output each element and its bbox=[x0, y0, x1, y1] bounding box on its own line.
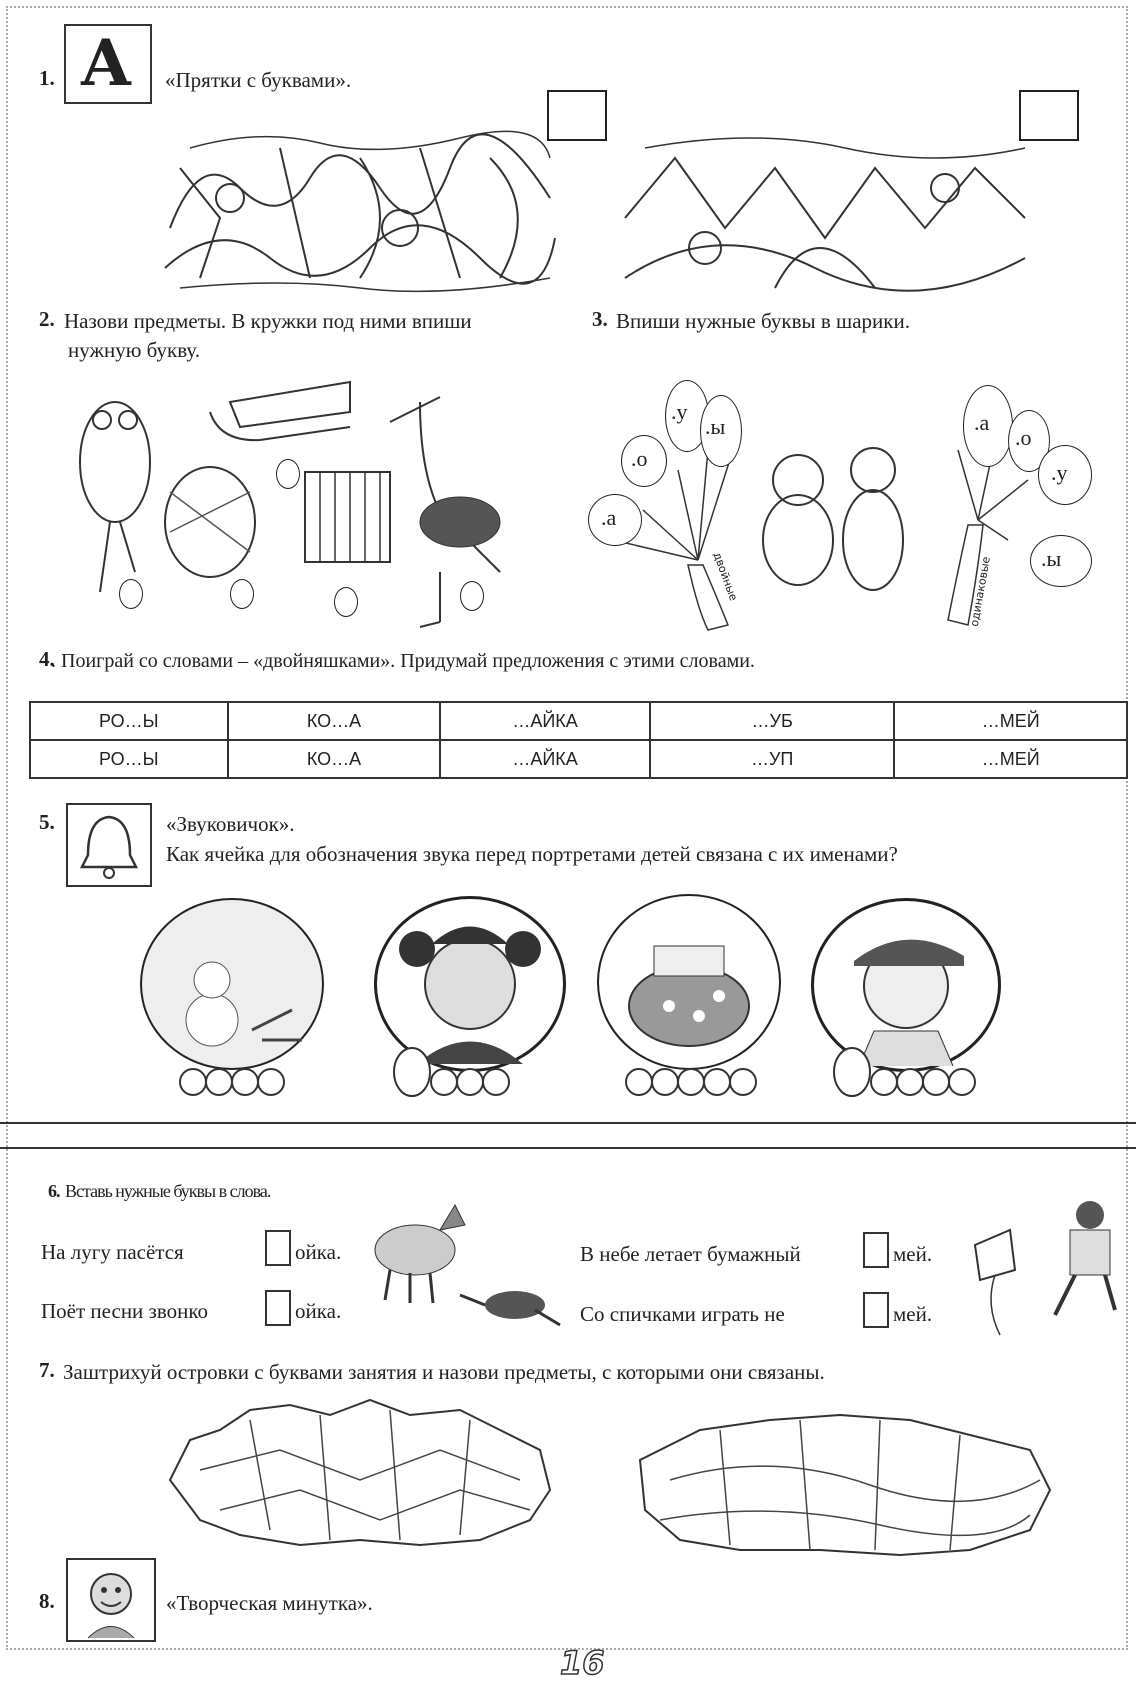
table-cell: РО…Ы bbox=[30, 740, 228, 778]
hidden-letters-picture-left bbox=[160, 128, 560, 296]
table-row bbox=[30, 702, 1127, 740]
bell-icon bbox=[66, 803, 152, 887]
task6-line4-suffix: мей. bbox=[893, 1302, 933, 1326]
task6-line2-suffix: ойка. bbox=[295, 1299, 342, 1323]
balloon-right-4: .ы bbox=[1030, 535, 1092, 587]
table-cell: …АЙКА bbox=[440, 702, 650, 740]
hidden-letters-picture-right bbox=[615, 128, 1035, 296]
answer-circle-basket[interactable] bbox=[230, 579, 254, 609]
task6-line3-text: В небе летает бумажный bbox=[580, 1242, 801, 1266]
kite-and-boy-picture bbox=[955, 1195, 1125, 1345]
task4-text: . Поиграй со словами – «двойняшками». Придумай предложения с этими словами. bbox=[51, 650, 755, 672]
table-row bbox=[30, 740, 1127, 778]
section-divider-top bbox=[0, 1122, 1136, 1124]
task6-line1-text: На лугу пасётся bbox=[41, 1240, 184, 1264]
task3-number: 3. bbox=[592, 307, 608, 331]
section-divider-bottom bbox=[0, 1147, 1136, 1149]
table-cell: …МЕЙ bbox=[894, 740, 1127, 778]
answer-circle-stork[interactable] bbox=[460, 581, 484, 611]
table-cell: …АЙКА bbox=[440, 740, 650, 778]
letter-islands-picture-right bbox=[620, 1390, 1060, 1560]
balloon-right-1: .а bbox=[963, 385, 1013, 467]
task6-letter-box-2[interactable] bbox=[265, 1290, 291, 1326]
table-cell: …МЕЙ bbox=[894, 702, 1127, 740]
creative-character-icon bbox=[66, 1558, 156, 1642]
task1-title: «Прятки с буквами». bbox=[165, 68, 352, 92]
task6-line2-text: Поёт песни звонко bbox=[41, 1299, 208, 1323]
page-number: 16 bbox=[560, 1644, 605, 1682]
balloon-left-2: .о bbox=[621, 435, 667, 487]
task5-text: Как ячейка для обозначения звука перед портретами детей связана с их именами? bbox=[166, 842, 898, 866]
answer-circle-fence[interactable] bbox=[334, 587, 358, 617]
task6-letter-box-3[interactable] bbox=[863, 1232, 889, 1268]
table-cell: КО…А bbox=[228, 702, 441, 740]
letter-islands-picture-left bbox=[160, 1390, 560, 1550]
task6-line1-suffix: ойка. bbox=[295, 1240, 342, 1264]
table-cell: …УБ bbox=[650, 702, 895, 740]
ribbon-label-right: одинаковые bbox=[967, 555, 993, 628]
task6-letter-box-1[interactable] bbox=[265, 1230, 291, 1266]
answer-circle-owl[interactable] bbox=[119, 579, 143, 609]
task6-text: Вставь нужные буквы в слова. bbox=[65, 1181, 271, 1201]
table-cell: …УП bbox=[650, 740, 895, 778]
task6-line3-suffix: мей. bbox=[893, 1242, 933, 1266]
table-cell: КО…А bbox=[228, 740, 441, 778]
task5-number: 5. bbox=[39, 810, 55, 834]
balloon-left-3: .у bbox=[665, 380, 709, 452]
task5-title: «Звуковичок». bbox=[166, 812, 295, 836]
task1-number: 1. bbox=[39, 66, 55, 90]
task3-text: Впиши нужные буквы в шарики. bbox=[616, 309, 910, 333]
goat-and-bird-picture bbox=[365, 1185, 565, 1345]
twin-words-table bbox=[29, 701, 1128, 779]
task6-letter-box-4[interactable] bbox=[863, 1292, 889, 1328]
task8-number: 8. bbox=[39, 1589, 55, 1613]
task6-number: 6. bbox=[48, 1181, 60, 1201]
balloon-left-4: .ы bbox=[700, 395, 742, 467]
letter-icon: А bbox=[64, 24, 152, 104]
task8-title: «Творческая минутка». bbox=[166, 1591, 373, 1615]
task7-text: Заштрихуй островки с буквами занятия и назови предметы, с которыми они связаны. bbox=[63, 1360, 825, 1384]
table-cell: РО…Ы bbox=[30, 702, 228, 740]
task2-number: 2. bbox=[39, 307, 55, 331]
task2-text: Назови предметы. В кружки под ними впиши bbox=[64, 309, 472, 333]
task2-text-line2: нужную букву. bbox=[68, 338, 201, 362]
balloon-right-3: .у bbox=[1038, 445, 1092, 505]
balloon-left-1: .а bbox=[588, 494, 642, 546]
task6-line4-text: Со спичками играть не bbox=[580, 1302, 785, 1326]
task4-number: 4. bbox=[39, 647, 55, 671]
answer-circle-sled[interactable] bbox=[276, 459, 300, 489]
balloon-right-2: .о bbox=[1008, 410, 1050, 472]
task7-number: 7. bbox=[39, 1358, 55, 1382]
ribbon-label-left: двойные bbox=[710, 550, 741, 603]
sound-scheme-cells bbox=[176, 1038, 976, 1098]
